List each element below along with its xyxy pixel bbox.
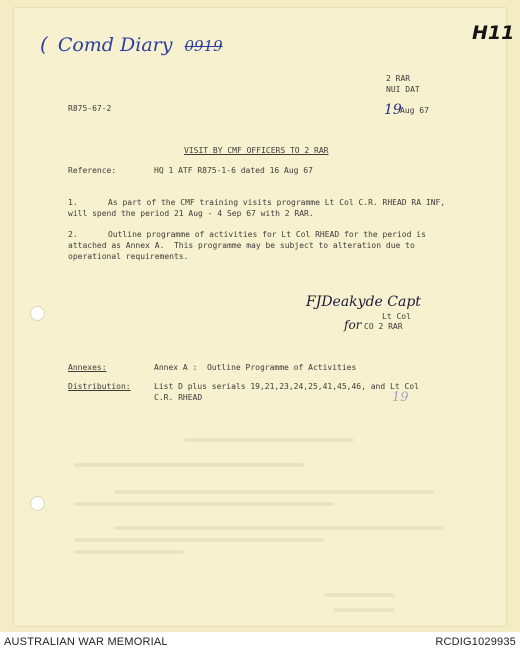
handwritten-annotation: ( Comd Diary 0919 [40,32,223,56]
date-month-year: Aug 67 [400,106,429,115]
signature-unit: CO 2 RAR [364,322,403,331]
signature: FJDeakyde Capt [306,294,421,310]
signature-for: for [344,318,362,332]
annexes-text: Annex A : Outline Programme of Activities [154,363,357,372]
footer-id: RCDIG1029935 [435,636,516,648]
footer-source: AUSTRALIAN WAR MEMORIAL [4,636,168,648]
document-title: VISIT BY CMF OFFICERS TO 2 RAR [184,146,329,155]
para1-line1: As part of the CMF training visits programme Lt Col C.R. RHEAD RA INF, [108,198,446,207]
unit-name: 2 RAR [386,74,411,83]
page-mark: H11 [472,22,515,44]
para1-number: 1. [68,198,78,207]
annexes-label: Annexes: [68,363,107,372]
punch-hole-bottom [30,496,45,511]
handwritten-comd-diary: Comd Diary [57,34,173,56]
handwritten-date-day: 19 [384,102,402,118]
para2-line3: operational requirements. [68,252,189,261]
document-page [14,8,515,626]
file-reference: R875-67-2 [68,104,112,113]
unit-location: NUI DAT [386,85,420,94]
distribution-line1: List D plus serials 19,21,23,24,25,41,45,46, and Lt Col [154,382,419,391]
para2-number: 2. [68,230,78,239]
para1-line2: will spend the period 21 Aug - 4 Sep 67 with 2 RAR. [68,209,314,218]
punch-hole-top [30,306,45,321]
para2-line2: attached as Annex A. This programme may be subject to alteration due to [68,241,415,250]
reference-text: HQ 1 ATF R875-1-6 dated 16 Aug 67 [154,166,313,175]
reference-label: Reference: [68,166,117,175]
signature-rank: Lt Col [382,312,411,321]
struck-number: 0919 [184,37,223,55]
para2-line1: Outline programme of activities for Lt Col RHEAD for the period is [108,230,426,239]
bleed-through-text [74,408,474,628]
margin-handwritten-number: 19 [392,390,409,405]
distribution-label: Distribution: [68,382,131,391]
distribution-line2: C.R. RHEAD [154,393,203,402]
